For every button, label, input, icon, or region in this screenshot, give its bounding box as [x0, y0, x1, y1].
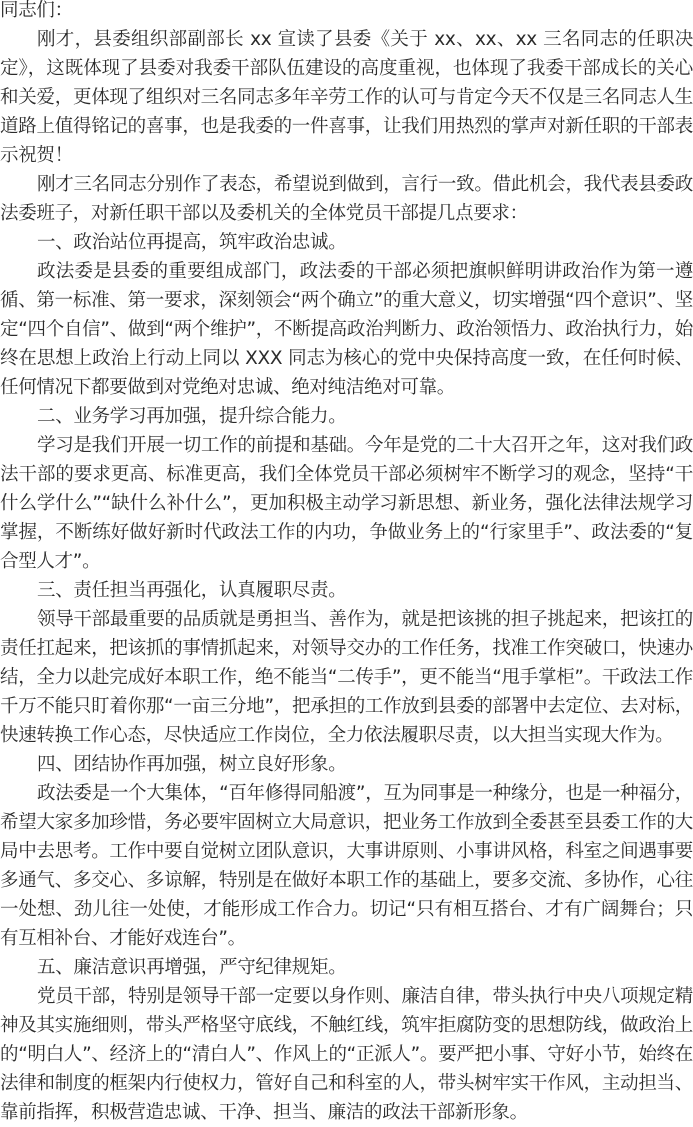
- heading-section-3: 三、责任担当再强化，认真履职尽责。: [37, 580, 347, 601]
- heading-section-1: 一、政治站位再提高，筑牢政治忠诚。: [37, 232, 347, 253]
- paragraph-appointment: 刚才，县委组织部副部长 xx 宣读了县委《关于 xx、xx、xx 三名同志的任职决定》，这既体现了县委对我委干部队伍建设的高度重视，也体现了我委干部成长的关心和关爱，更体现了组织对三名同志多年辛劳工作的认可与肯定今天不仅是三名同志人生道路上值得铭记的喜事，也是我委的一件喜事，让我们用热烈的掌声对新任职的干部表示祝贺！: [0, 29, 693, 166]
- paragraph-section-3: 领导干部最重要的品质就是勇担当、善作为，就是把该挑的担子挑起来，把该扛的责任扛起来，把该抓的事情抓起来，对领导交办的工作任务，找准工作突破口，快速办结，全力以赴完成好本职工作，绝不能当“二传手”，更不能当“甩手掌柜”。干政法工作千万不能只盯着你那“一亩三分地”，把承担的工作放到县委的部署中去定位、去对标，快速转换工作心态，尽快适应工作岗位，全力依法履职尽责，以大担当实现大作为。: [0, 609, 693, 746]
- paragraph-section-1: 政法委是县委的重要组成部门，政法委的干部必须把旗帜鲜明讲政治作为第一遵循、第一标准、第一要求，深刻领会“两个确立”的重大意义，切实增强“四个意识”、坚定“四个自信”、做到“两个维护”，不断提高政治判断力、政治领悟力、政治执行力，始终在思想上政治上行动上同以 XXX 同志为核心的党中央保持高度一致，在任何时候、任何情况下都要做到对党绝对忠诚、绝对纯洁绝对可靠。: [0, 261, 693, 398]
- salutation: 同志们：: [0, 0, 73, 21]
- heading-section-2: 二、业务学习再加强，提升综合能力。: [37, 406, 347, 427]
- paragraph-requirements-intro: 刚才三名同志分别作了表态，希望说到做到，言行一致。借此机会，我代表县委政法委班子，对新任职干部以及委机关的全体党员干部提几点要求：: [0, 174, 693, 224]
- paragraph-section-4: 政法委是一个大集体，“百年修得同船渡”，互为同事是一种缘分，也是一种福分，希望大家多加珍惜，务必要牢固树立大局意识，把业务工作放到全委甚至县委工作的大局中去思考。工作中要自觉树立团队意识，大事讲原则、小事讲风格，科室之间遇事要多通气、多交心、多谅解，特别是在做好本职工作的基础上，要多交流、多协作，心往一处想、劲儿往一处使，才能形成工作合力。切记“只有相互搭台、才有广阔舞台；只有互相补台、才能好戏连台”。: [0, 783, 693, 949]
- heading-section-5: 五、廉洁意识再增强，严守纪律规矩。: [37, 957, 347, 978]
- heading-section-4: 四、团结协作再加强，树立良好形象。: [37, 754, 347, 775]
- paragraph-section-5: 党员干部，特别是领导干部一定要以身作则、廉洁自律，带头执行中央八项规定精神及其实施细则，带头严格坚守底线，不触红线，筑牢拒腐防变的思想防线，做政治上的“明白人”、经济上的“清白人”、作风上的“正派人”。要严把小事、守好小节，始终在法律和制度的框架内行使权力，管好自己和科室的人，带头树牢实干作风，主动担当、靠前指挥，积极营造忠诚、干净、担当、廉洁的政法干部新形象。: [0, 986, 693, 1123]
- paragraph-section-2: 学习是我们开展一切工作的前提和基础。今年是党的二十大召开之年，这对我们政法干部的要求更高、标准更高，我们全体党员干部必须树牢不断学习的观念，坚持“干什么学什么”“缺什么补什么”，更加积极主动学习新思想、新业务，强化法律法规学习掌握，不断练好做好新时代政法工作的内功，争做业务上的“行家里手”、政法委的“复合型人才”。: [0, 435, 693, 572]
